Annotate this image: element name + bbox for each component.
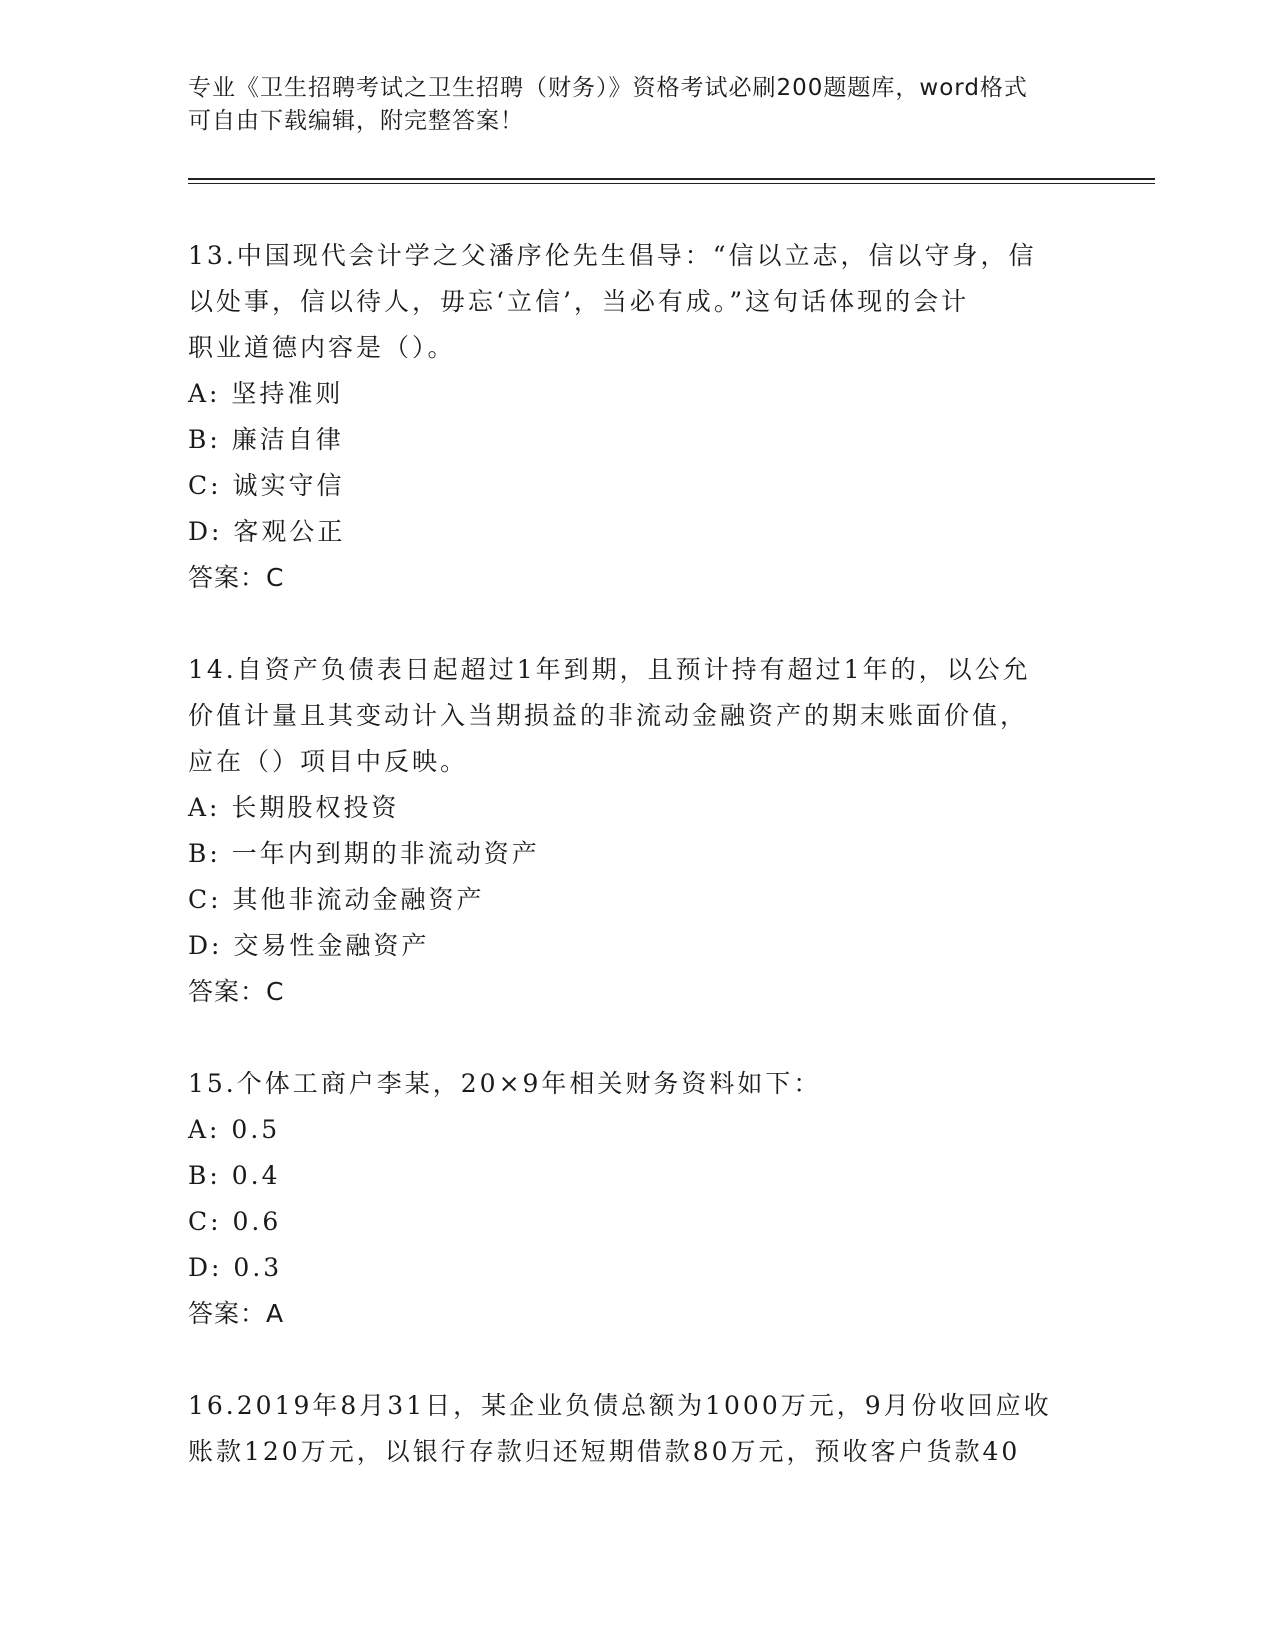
- answer: 答案：C: [188, 563, 285, 592]
- header-divider-thick: [188, 178, 1155, 180]
- option-b: B: 廉洁自律: [188, 425, 344, 454]
- option-d: D: 0.3: [188, 1253, 283, 1282]
- header-line-1: 专业《卫生招聘考试之卫生招聘（财务）》资格考试必刷200题题库，word格式: [188, 75, 1028, 101]
- option-c: C: 诚实守信: [188, 471, 345, 500]
- stem-line: 以处事，信以待人，毋忘‘立信’，当必有成。”这句话体现的会计: [188, 287, 970, 316]
- question-stem: [188, 1383, 1088, 1475]
- option-b: B: 一年内到期的非流动资产: [188, 839, 540, 868]
- answer: 答案：C: [188, 977, 285, 1006]
- question-15: [188, 1061, 1088, 1337]
- stem-line: 应在（）项目中反映。: [188, 747, 469, 776]
- answer: 答案：A: [188, 1299, 285, 1328]
- header-line-2: 可自由下载编辑，附完整答案！: [188, 108, 524, 134]
- header-divider-thin: [188, 183, 1155, 184]
- stem-line: 14.自资产负债表日起超过1年到期，且预计持有超过1年的，以公允: [188, 655, 1031, 684]
- question-13: [188, 233, 1088, 601]
- stem-line: 16.2019年8月31日，某企业负债总额为1000万元，9月份收回应收: [188, 1391, 1052, 1420]
- stem-line: 13.中国现代会计学之父潘序伦先生倡导：“信以立志，信以守身，信: [188, 241, 1037, 270]
- question-stem: [188, 1061, 1088, 1107]
- document-header: [188, 72, 1068, 138]
- question-16: [188, 1383, 1088, 1475]
- option-d: D: 交易性金融资产: [188, 931, 430, 960]
- option-c: C: 0.6: [188, 1207, 282, 1236]
- question-stem: [188, 647, 1088, 785]
- question-list: [188, 233, 1088, 1521]
- option-a: A: 长期股权投资: [188, 793, 400, 822]
- option-a: A: 坚持准则: [188, 379, 344, 408]
- option-b: B: 0.4: [188, 1161, 281, 1190]
- question-stem: [188, 233, 1088, 371]
- stem-line: 价值计量且其变动计入当期损益的非流动金融资产的期末账面价值，: [188, 701, 1029, 730]
- question-14: [188, 647, 1088, 1015]
- stem-line: 账款120万元，以银行存款归还短期借款80万元，预收客户货款40: [188, 1437, 1021, 1466]
- option-d: D: 客观公正: [188, 517, 346, 546]
- stem-line: 职业道德内容是（）。: [188, 333, 456, 362]
- option-a: A: 0.5: [188, 1115, 281, 1144]
- stem-line: 15.个体工商户李某，20×9年相关财务资料如下：: [188, 1069, 822, 1098]
- option-c: C: 其他非流动金融资产: [188, 885, 485, 914]
